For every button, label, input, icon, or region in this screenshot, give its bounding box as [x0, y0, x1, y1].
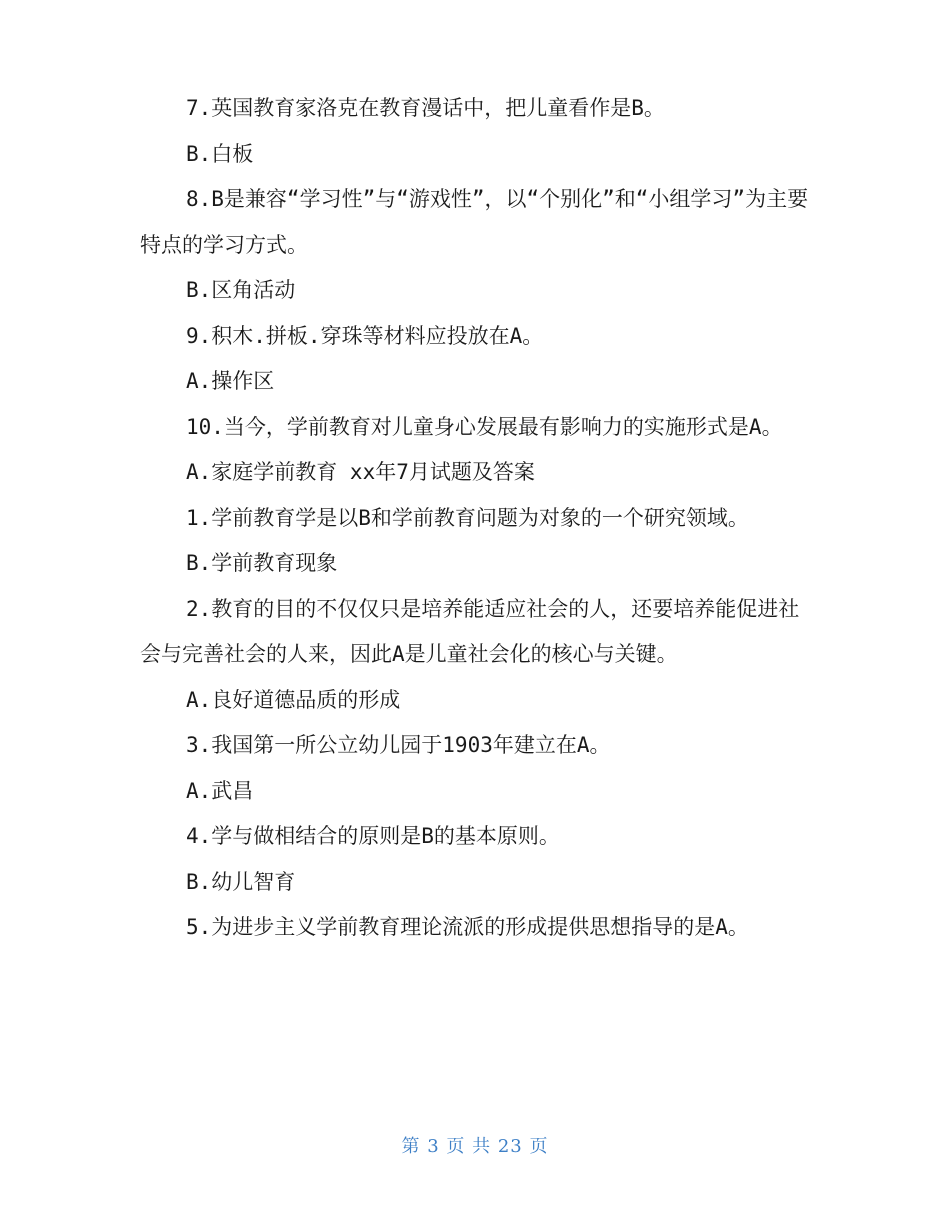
page-number-footer: 第 3 页 共 23 页 [401, 1136, 549, 1157]
document-body [140, 86, 812, 951]
question-8: 8.B是兼容“学习性”与“游戏性”，以“个别化”和“小组学习”为主要特点的学习方式。 [140, 187, 809, 257]
question-3: 3.我国第一所公立幼儿园于1903年建立在A。 [186, 733, 611, 757]
answer-7: B.白板 [186, 141, 254, 166]
answer-2: A.良好道德品质的形成 [186, 687, 401, 712]
question-2: 2.教育的目的不仅仅只是培养能适应社会的人，还要培养能促进社会与完善社会的人来，因此A是儿童社会化的核心与关键。 [140, 596, 800, 666]
answer-3: A.武昌 [186, 778, 254, 803]
question-5: 5.为进步主义学前教育理论流派的形成提供思想指导的是A。 [186, 915, 749, 939]
question-10: 10.当今，学前教育对儿童身心发展最有影响力的实施形式是A。 [186, 414, 783, 439]
answer-10-and-section-heading: A.家庭学前教育 xx年7月试题及答案 [186, 460, 535, 484]
question-7: 7.英国教育家洛克在教育漫话中，把儿童看作是B。 [186, 96, 665, 120]
question-4: 4.学与做相结合的原则是B的基本原则。 [186, 824, 560, 848]
answer-4: B.幼儿智育 [186, 869, 296, 894]
question-9: 9.积木.拼板.穿珠等材料应投放在A。 [186, 323, 544, 348]
answer-1: B.学前教育现象 [186, 551, 338, 575]
answer-8: B.区角活动 [186, 278, 296, 302]
answer-9: A.操作区 [186, 369, 275, 393]
question-1: 1.学前教育学是以B和学前教育问题为对象的一个研究领域。 [186, 505, 749, 530]
